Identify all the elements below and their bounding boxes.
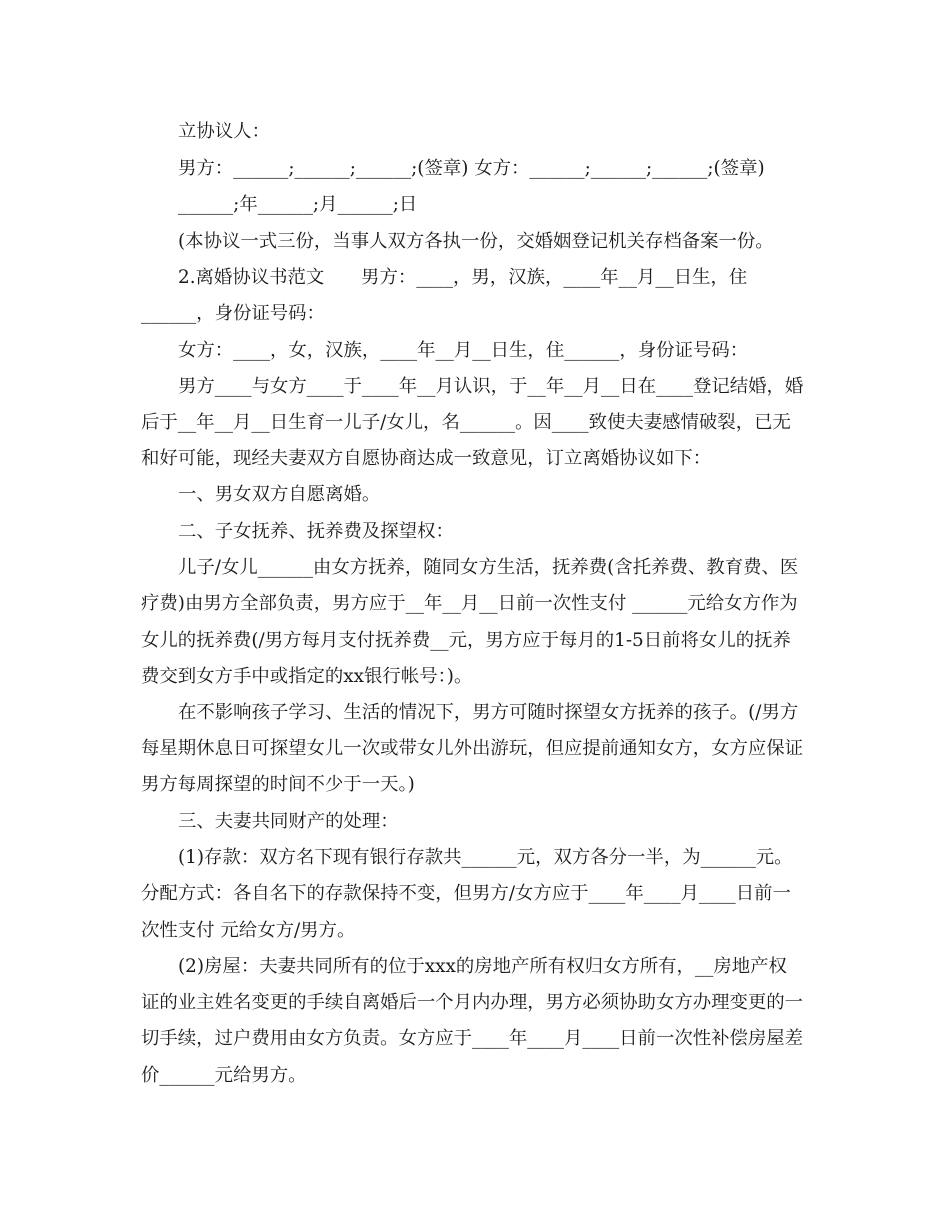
text-line: 女儿的抚养费(/男方每月支付抚养费__元，男方应于每月的1-5日前将女儿的抚养	[141, 630, 791, 651]
text-line: 立协议人：	[178, 121, 270, 142]
text-line: (1)存款：双方名下现有银行存款共______元，双方各分一半，为______元。	[178, 847, 793, 868]
text-line: 疗费)由男方全部负责，男方应于__年__月__日前一次性支付 ______元给女方作为	[141, 593, 798, 614]
text-line: 2.离婚协议书范文 男方：____，男，汉族，____年__月__日生，住	[178, 267, 748, 288]
text-line: 在不影响孩子学习、生活的情况下，男方可随时探望女方抚养的孩子。(/男方	[178, 702, 799, 723]
text-line: 切手续，过户费用由女方负责。女方应于____年____月____日前一次性补偿房屋差	[141, 1028, 804, 1049]
text-line: 价______元给男方。	[141, 1065, 307, 1086]
text-line: 次性支付 元给女方/男方。	[141, 920, 356, 941]
text-line: 男方每周探望的时间不少于一天。)	[141, 774, 415, 795]
text-line: 一、男女双方自愿离婚。	[178, 484, 381, 505]
text-line: ______;年______;月______;日	[178, 194, 418, 215]
text-line: 费交到女方手中或指定的xx银行帐号：)。	[141, 666, 473, 687]
text-line: 男方____与女方____于____年__月认识，于__年__月__日在____登记结婚，婚	[178, 376, 804, 397]
text-line: 证的业主姓名变更的手续自离婚后一个月内办理，男方必须协助女方办理变更的一	[141, 992, 804, 1013]
text-line: 二、子女抚养、抚养费及探望权：	[178, 521, 454, 542]
text-line: 男方：______;______;______;(签章) 女方：______;______;______;(签章)	[178, 158, 765, 179]
text-line: 儿子/女儿______由女方抚养，随同女方生活，抚养费(含托养费、教育费、医	[178, 557, 799, 578]
text-line: (2)房屋：夫妻共同所有的位于xxx的房地产所有权归女方所有，__房地产权	[178, 956, 787, 977]
text-line: 每星期休息日可探望女儿一次或带女儿外出游玩，但应提前通知女方，女方应保证	[141, 738, 804, 759]
text-line: ______，身份证号码：	[141, 303, 325, 324]
text-line: 女方：____，女，汉族，____年__月__日生，住______，身份证号码：	[178, 340, 749, 361]
text-line: 后于__年__月__日生育一儿子/女儿，名______。因____致使夫妻感情破裂，已无	[141, 412, 791, 433]
text-line: (本协议一式三份，当事人双方各执一份，交婚姻登记机关存档备案一份。	[178, 231, 774, 252]
text-line: 和好可能，现经夫妻双方自愿协商达成一致意见，订立离婚协议如下：	[141, 448, 712, 469]
text-line: 分配方式：各自名下的存款保持不变，但男方/女方应于____年____月____日前一	[141, 883, 791, 904]
text-line: 三、夫妻共同财产的处理：	[178, 811, 399, 832]
